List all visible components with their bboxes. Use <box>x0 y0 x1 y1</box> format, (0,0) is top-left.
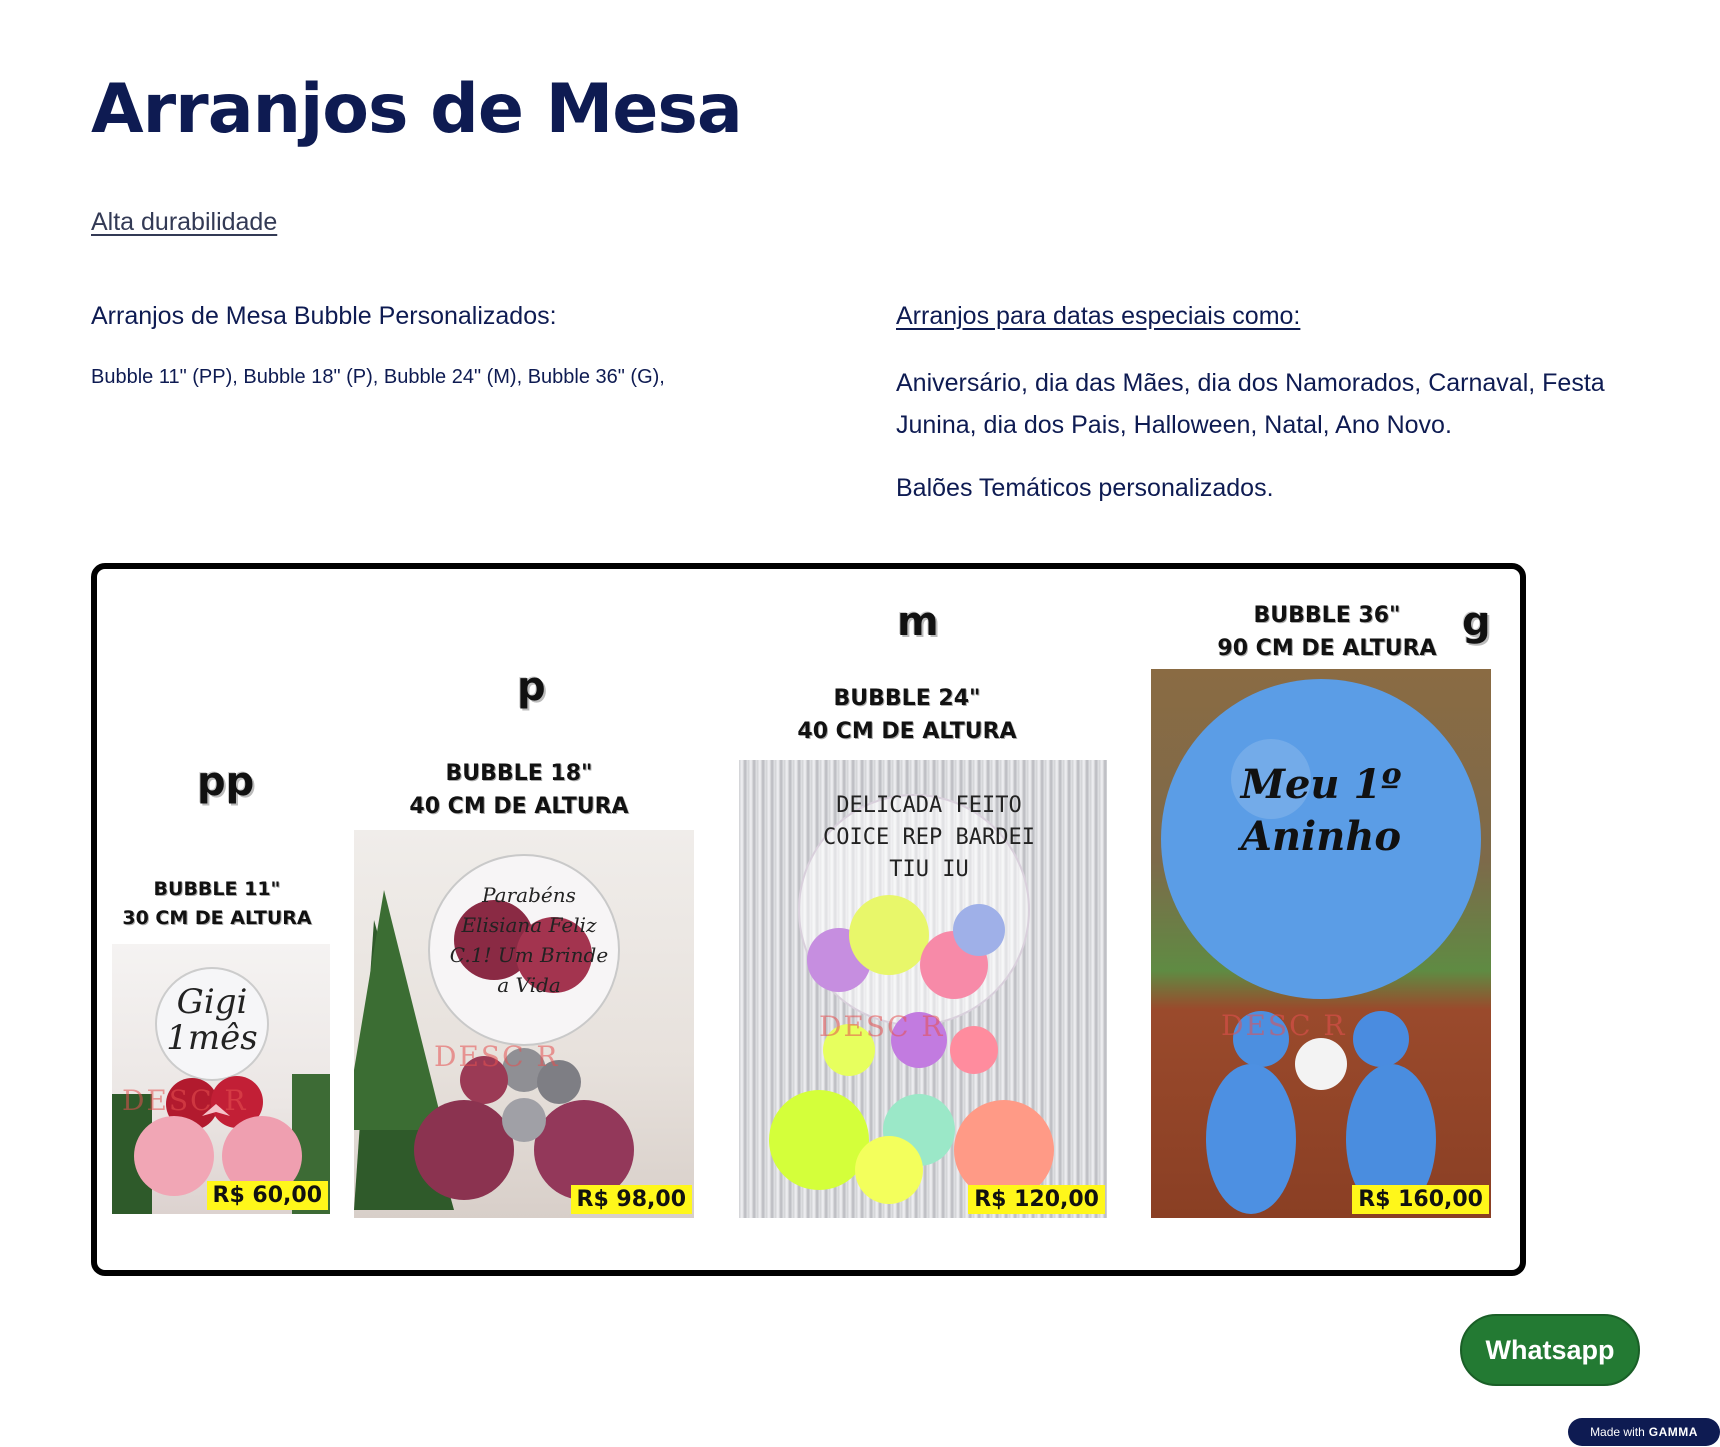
product-p-photo <box>354 830 694 1218</box>
made-with-gamma-badge[interactable] <box>1568 1418 1720 1446</box>
price-pp: R$ 60,00 <box>207 1181 329 1210</box>
product-m-line1: BUBBLE 24" <box>833 686 981 711</box>
product-g-line1: BUBBLE 36" <box>1253 603 1401 628</box>
size-p-label: p <box>517 664 546 710</box>
watermark-p: DESC R <box>434 1040 560 1073</box>
balloon-g-illustration <box>1151 669 1491 1218</box>
whatsapp-button[interactable]: Whatsapp <box>1460 1314 1640 1386</box>
product-p-line1: BUBBLE 18" <box>445 761 593 786</box>
gamma-logo: GAMMA <box>1648 1425 1698 1439</box>
special-dates-link[interactable]: Arranjos para datas especiais como: <box>896 302 1301 330</box>
bubble-heading: Arranjos de Mesa Bubble Personalizados: <box>91 302 557 330</box>
product-pp-line1: BUBBLE 11" <box>153 878 281 900</box>
product-m-caption <box>757 682 1057 748</box>
product-m-photo <box>739 760 1107 1218</box>
product-p-caption <box>369 757 669 823</box>
balloon-g-text: Meu 1º Aninho <box>1240 761 1402 860</box>
alta-durabilidade-link[interactable]: Alta durabilidade <box>91 208 278 236</box>
price-m: R$ 120,00 <box>968 1185 1105 1214</box>
bubble-sizes-text: Bubble 11" (PP), Bubble 18" (P), Bubble 24" (M), Bubble 36" (G), <box>91 366 665 388</box>
watermark-pp: DESC R <box>122 1084 248 1117</box>
product-p-line2: 40 CM DE ALTURA <box>409 794 629 819</box>
balloon-m-text: DELICADA FEITO COICE REP BARDEI TIU IU <box>823 793 1035 882</box>
price-g: R$ 160,00 <box>1352 1185 1489 1214</box>
price-p: R$ 98,00 <box>571 1185 693 1214</box>
special-dates-text: Aniversário, dia das Mães, dia dos Namorados, Carnaval, Festa Junina, dia dos Pais, Halloween, Natal, Ano Novo. <box>896 369 1605 439</box>
product-g-photo <box>1151 669 1491 1218</box>
balloon-pp-text: Gigi 1mês <box>166 982 258 1058</box>
product-pp-caption <box>117 875 317 933</box>
product-g-line2: 90 CM DE ALTURA <box>1217 636 1437 661</box>
product-m-line2: 40 CM DE ALTURA <box>797 719 1017 744</box>
size-m-label: m <box>897 599 939 645</box>
badge-prefix: Made with <box>1590 1425 1645 1439</box>
product-g-caption <box>1177 599 1477 665</box>
themed-balloons-text: Balões Temáticos personalizados. <box>896 474 1274 502</box>
product-pp-line2: 30 CM DE ALTURA <box>122 907 312 929</box>
size-g-label: g <box>1462 599 1491 645</box>
watermark-m: DESC R <box>819 1010 945 1043</box>
page-title: Arranjos de Mesa <box>91 70 742 149</box>
catalog-image <box>91 563 1526 1276</box>
product-pp-photo <box>112 944 330 1214</box>
size-pp-label: pp <box>197 759 255 805</box>
watermark-g: DESC R <box>1221 1009 1347 1042</box>
balloon-p-text: Parabéns Elisiana Feliz C.1! Um Brinde a Vida <box>449 883 609 997</box>
